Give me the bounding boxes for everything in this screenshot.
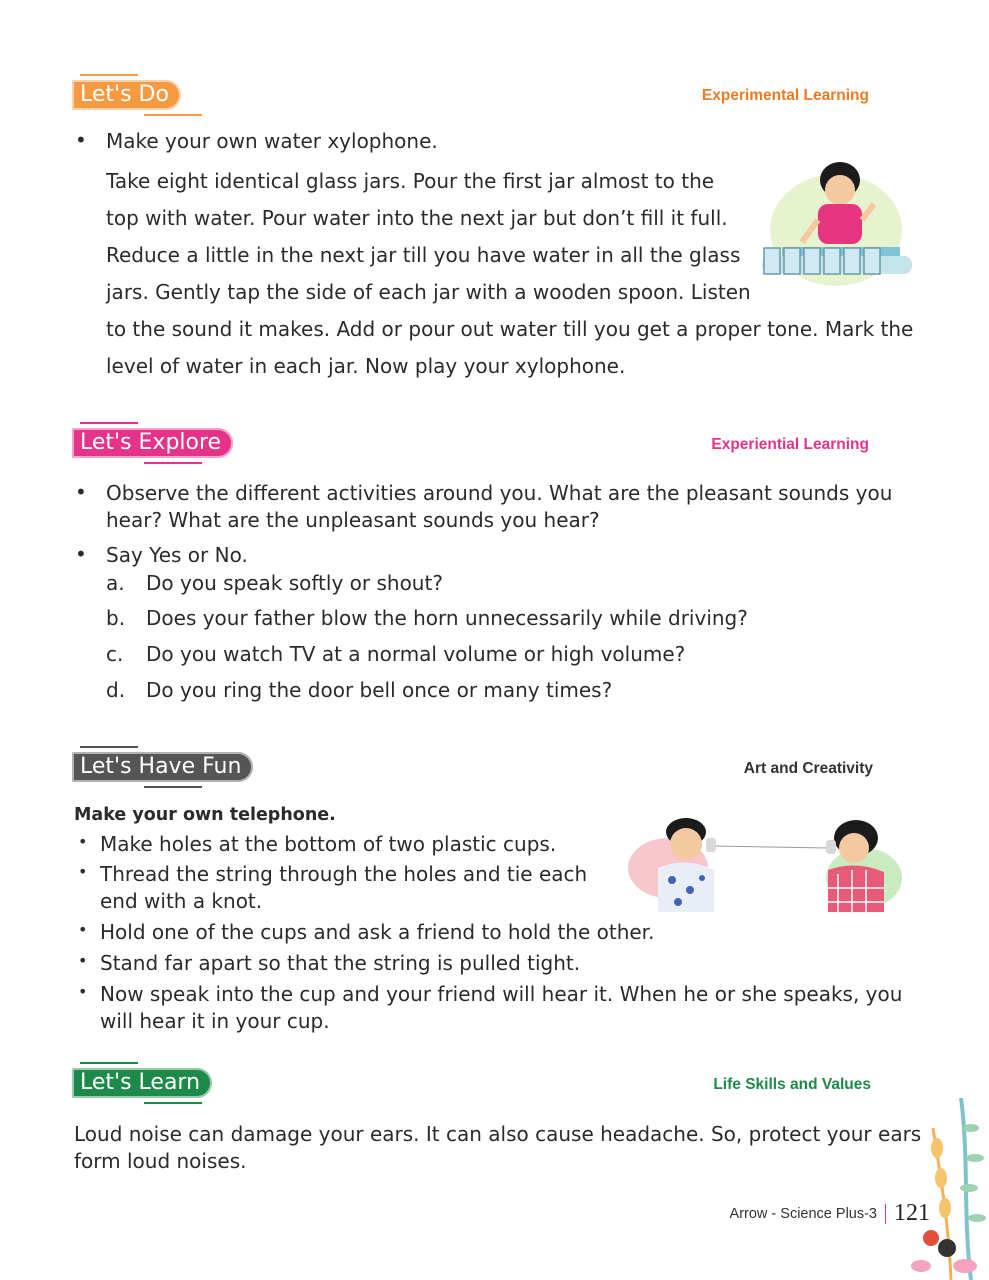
explore-bullet1-line2: hear? What are the unpleasant sounds you hear? bbox=[106, 508, 600, 532]
explore-bullet1-line1: Observe the different activities around you. What are the pleasant sounds you bbox=[106, 481, 893, 505]
xylophone-line-4: jars. Gently tap the side of each jar with a wooden spoon. Listen bbox=[106, 280, 751, 304]
fun-item-3: Hold one of the cups and ask a friend to hold the other. bbox=[100, 920, 655, 944]
bullet-dot: • bbox=[78, 951, 88, 970]
lets-explore-badge: Let's Explore bbox=[72, 428, 233, 458]
art-creativity-tag: Art and Creativity bbox=[743, 760, 873, 777]
experimental-learning-tag: Experimental Learning bbox=[701, 87, 869, 104]
question-text: Do you speak softly or shout? bbox=[146, 571, 443, 595]
question-letter: a. bbox=[106, 571, 125, 595]
question-letter: d. bbox=[106, 678, 126, 702]
page-number: 121 bbox=[894, 1200, 930, 1226]
xylophone-bullet: Make your own water xylophone. bbox=[106, 129, 438, 153]
experiential-learning-tag: Experiential Learning bbox=[711, 436, 869, 453]
question-letter: c. bbox=[106, 642, 124, 666]
bullet-dot: • bbox=[78, 920, 88, 939]
fun-item-4: Stand far apart so that the string is pulled tight. bbox=[100, 951, 581, 975]
page-footer bbox=[600, 1200, 930, 1227]
lets-do-badge: Let's Do bbox=[72, 80, 181, 110]
bullet-dot: • bbox=[78, 832, 88, 851]
learn-line-2: form loud noises. bbox=[74, 1149, 247, 1173]
learn-line-1: Loud noise can damage your ears. It can also cause headache. So, protect your ears bbox=[74, 1122, 922, 1146]
bullet-dot: • bbox=[75, 128, 87, 152]
bullet-dot: • bbox=[78, 982, 88, 1001]
lets-have-fun-badge: Let's Have Fun bbox=[72, 752, 253, 782]
question-text: Does your father blow the horn unnecessarily while driving? bbox=[146, 606, 748, 630]
explore-bullet2: Say Yes or No. bbox=[106, 543, 248, 567]
xylophone-line-6: level of water in each jar. Now play your xylophone. bbox=[106, 354, 626, 378]
fun-item-1: Make holes at the bottom of two plastic cups. bbox=[100, 832, 557, 856]
bullet-dot: • bbox=[78, 862, 88, 881]
bullet-dot: • bbox=[75, 480, 87, 504]
fun-item-2: Thread the string through the holes and tie each bbox=[100, 862, 588, 886]
book-title: Arrow - Science Plus-3 bbox=[729, 1205, 877, 1222]
fun-item-5: Now speak into the cup and your friend will hear it. When he or she speaks, you bbox=[100, 982, 903, 1006]
xylophone-line-5: to the sound it makes. Add or pour out water till you get a proper tone. Mark the bbox=[106, 317, 914, 341]
fun-item-2-cont: end with a knot. bbox=[100, 889, 263, 913]
bullet-dot: • bbox=[75, 542, 87, 566]
fun-item-5-cont: will hear it in your cup. bbox=[100, 1009, 330, 1033]
xylophone-line-3: Reduce a little in the next jar till you have water in all the glass bbox=[106, 243, 741, 267]
life-skills-tag: Life Skills and Values bbox=[713, 1076, 871, 1093]
question-text: Do you watch TV at a normal volume or high volume? bbox=[146, 642, 686, 666]
xylophone-line-1: Take eight identical glass jars. Pour the first jar almost to the bbox=[106, 169, 715, 193]
xylophone-line-2: top with water. Pour water into the next jar but don’t fill it full. bbox=[106, 206, 728, 230]
question-letter: b. bbox=[106, 606, 126, 630]
xylophone-illustration bbox=[752, 152, 914, 292]
flower-decoration bbox=[911, 1098, 989, 1280]
telephone-heading: Make your own telephone. bbox=[74, 805, 336, 825]
question-text: Do you ring the door bell once or many times? bbox=[146, 678, 613, 702]
footer-divider bbox=[885, 1204, 886, 1224]
telephone-illustration bbox=[628, 808, 908, 916]
lets-learn-badge: Let's Learn bbox=[72, 1068, 212, 1098]
